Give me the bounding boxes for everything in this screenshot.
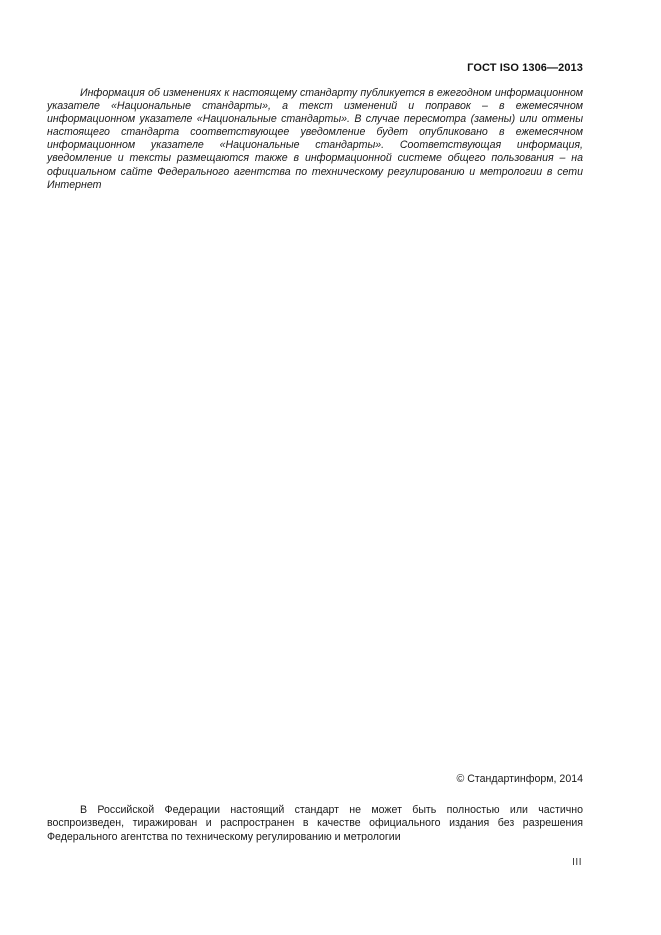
document-header-title: ГОСТ ISO 1306—2013 xyxy=(467,62,583,74)
amendments-info-paragraph: Информация об изменениях к настоящему стандарту публикуется в ежегодном информационном указателе «Национальные стандарты», а текст изменений и поправок – в ежемесячном информационном указателе «Национальные стандарты». В случае пересмотра (замены) или отмены настоящего стандарта соответствующее уведомление будет опубликовано в ежемесячном информационном указателе «Национальные стандарты». Соответствующая информация, уведомление и тексты размещаются также в информационной системе общего пользования – на официальном сайте Федерального агентства по техническому регулированию и метрологии в сети Интернет xyxy=(47,87,583,191)
copyright-notice: © Стандартинформ, 2014 xyxy=(456,773,583,785)
page-number: III xyxy=(572,857,582,868)
reproduction-rights-paragraph: В Российской Федерации настоящий стандарт не может быть полностью или частично воспроизведен, тиражирован и распространен в качестве официального издания без разрешения Федерального агентства по техническому регулированию и метрологии xyxy=(47,804,583,843)
